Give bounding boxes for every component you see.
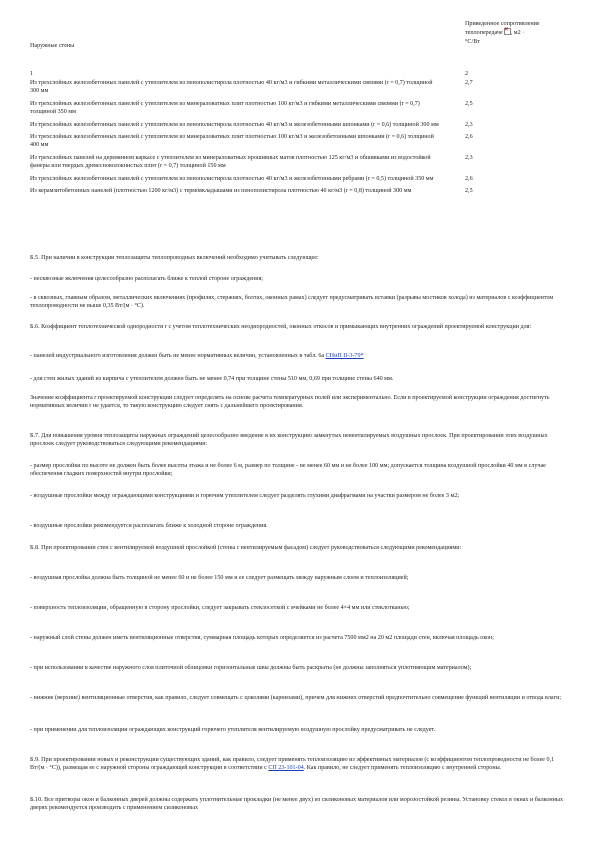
row-description: Из трехслойных железобетонных панелей с утеплителем из пенополистирола плотностью 40 кг/м3 и железобетонными шпонками (r = 0,6) толщиной 300 мм [30, 121, 439, 128]
table-row [30, 154, 578, 171]
table-row [30, 187, 578, 195]
paragraph-b8-item4: - при использовании в качестве наружного слоя плиточной облицовки горизонтальные швы должны быть раскрыты (не должны заполняться уплотняющим материалом); [30, 665, 472, 671]
paragraph-b9 [30, 756, 565, 773]
table-row [30, 100, 578, 117]
header-walls: Наружные стены [30, 43, 75, 49]
row-value: 2,3 [465, 121, 473, 128]
row-value: 2,5 [465, 100, 473, 107]
header-resistance-line3: °С/Вт [465, 38, 480, 45]
paragraph-b9-text-end: . Как правило, не следует применять теплоизоляцию с внутренней стороны. [303, 765, 502, 772]
row-description: Из трехслойных железобетонных панелей с утеплителем из пенополистирола плотностью 40 кг/м3 и железобетонными ребрами (r = 0,5) толщиной 350 мм [30, 175, 434, 182]
header-resistance-line2a: теплопередаче [465, 30, 503, 37]
row-value: 2,5 [465, 188, 473, 195]
paragraph-b8: Б.8. При проектировании стен с вентилируемой воздушной прослойкой (стены с вентилируемым фасадом) следует руководствоваться следующими рекомендациями: [30, 545, 462, 551]
row-description: Из трехслойных железобетонных панелей с утеплителем из пенополистирола плотностью 40 кг/м3 и гибкими металлическими связями (r = 0,7) толщиной 300 мм [30, 80, 433, 95]
broken-image-icon [504, 28, 511, 35]
table-row [30, 133, 578, 150]
paragraph-b7-item3: - воздушные прослойки рекомендуется располагать ближе к холодной стороне ограждения. [30, 523, 268, 529]
paragraph-b6: Б.6. Коэффициент теплотехнической однородности r с учетом теплотехнических неоднородностей, оконных откосов и примыкающих внутренних ограждений проектируемой конструкции для: [30, 324, 532, 330]
row-description: Из трехслойных железобетонных панелей с утеплителем из минераловатных плит плотностью 100 кг/м3 и железобетонными шпонками (r = 0,6) толщиной 400 мм [30, 134, 434, 149]
paragraph-b8-item6: - при применении для теплоизоляции ограждающих конструкций горючего утеплителя вентилируемую воздушную прослойку предусматривать не следует. [30, 727, 436, 733]
row-description: Из керамзитобетонных панелей (плотностью 1200 кг/м3) с термовкладышами из пенополистирола плотностью 40 кг/м3 (r = 0,8) толщиной 300 мм [30, 188, 412, 195]
paragraph-b10: Б.10. Все притворы окон и балконных дверей должны содержать уплотнительные прокладки (не менее двух) из силиконовых материалов или морозостойкой резины. Установку стекол в окнах и балконных дверях рекомендуется производить с применением силиконовых [30, 797, 564, 812]
paragraph-b7-item1: - размер прослойки по высоте не должен быть более высоты этажа и не более 6 м, размер по толщине - не менее 60 мм и не более 100 мм; допускается толщина воздушной прослойки 40 мм в случае обеспечения гладких поверхностей внутри прослойки; [30, 463, 546, 478]
snip-link[interactable]: СНиП II-3-79* [325, 353, 364, 359]
table-row [30, 79, 578, 96]
paragraph-b5: Б.5. При наличии в конструкции теплозащиты теплопроводных включений необходимо учитывать следующее: [30, 255, 319, 261]
row-description: Из трехслойных панелей на деревянном каркасе с утеплителем из минераловатных прошивных матов плотностью 125 кг/м3 и обшивками из водостойкой фанеры или твердых древесноволокнистых плит (r = 0,7) толщиной 150 мм [30, 154, 431, 170]
paragraph-b8-item5: - нижние (верхние) вентиляционные отверстия, как правило, следует совмещать с цоколями (карнизами), причем для нижних отверстий предпочтительно совмещение функций вентиляции и отвода влаги; [30, 695, 562, 701]
paragraph-b6-item1-text: - панелей индустриального изготовления должен быть не менее нормативных величин, установленных в табл. 6а [30, 353, 325, 359]
header-resistance-line2 [465, 28, 575, 37]
table-row [30, 175, 578, 183]
paragraph-b5-item2: - в сквозных, главным образом, металлических включениях (профилях, стержнях, болтах, оконных рамах) следует предусматривать вставки (разрывы мостиков холода) из материалов с коэффициентом теплопроводности не выше 0,35 Вт/(м · °С). [30, 295, 554, 310]
paragraph-b5-item1: - несквозные включения целесообразно располагать ближе к теплой стороне ограждения; [30, 276, 264, 282]
column-number-2: 2 [465, 71, 469, 77]
row-value: 2,3 [465, 154, 473, 161]
header-resistance [465, 20, 575, 46]
paragraph-b9-text: Б.9. При проектировании новых и реконструкции существующих зданий, как правило, следует применять теплоизоляцию из эффективных материалов (с коэффициентом теплопроводности не более 0,1 Вт/(м · °С)), размещая ее с наружной стороны ограждающей конструкции в соответствии с [30, 757, 555, 772]
paragraph-b6-item1 [30, 352, 565, 360]
column-number-1: 1 [30, 71, 34, 77]
row-value: 2,7 [465, 80, 473, 86]
row-description: Из трехслойных железобетонных панелей с утеплителем из минераловатных плит плотностью 100 кг/м3 и гибкими металлическими связями (r = 0,7) толщиной 350 мм [30, 100, 420, 116]
paragraph-b8-item2: - поверхность теплоизоляции, обращенную в сторону прослойки, следует закрывать стеклосеткой с ячейками не более 4×4 мм или стеклотканью; [30, 605, 410, 611]
paragraph-b8-item3: - наружный слой стены должен иметь вентиляционные отверстия, суммарная площадь которых определяется из расчета 7500 мм2 на 20 м2 площади стен, включая площадь окон; [30, 635, 494, 641]
paragraph-b7: Б.7. Для повышения уровня теплозащиты наружных ограждений целесообразно введение в их конструкцию замкнутых невентилируемых воздушных прослоек. При проектировании этих воздушных прослоек следует руководствоваться следующими рекомендациями: [30, 433, 548, 448]
table-header [30, 18, 578, 68]
row-value: 2,6 [465, 134, 473, 141]
column-number-row [30, 70, 578, 79]
row-value: 2,6 [465, 175, 473, 182]
paragraph-b6-item2: - для стен жилых зданий из кирпича с утеплителем должен быть не менее 0,74 при толщине стены 510 мм, 0,69 при толщине стены 640 мм. [30, 376, 394, 382]
sp-link[interactable]: СП 23-101-04 [268, 765, 304, 772]
table-row [30, 121, 578, 129]
header-resistance-line2b: , м2 · [510, 30, 525, 37]
header-resistance-line1: Приведенное сопротивление [465, 21, 540, 27]
paragraph-b6-note: Значение коэффициента r проектируемой конструкции следует определять на основе расчета температурных полей или экспериментально. Если в проектируемой конструкции ограждения достигнуть нормативных величин r не удается, то такую конструкцию следует снять с дальнейшего проектирования. [30, 395, 550, 410]
resistance-table [30, 18, 578, 199]
paragraph-b7-item2: - воздушные прослойки между ограждающими конструкциями и горючим утеплителем следует разделять глухими диафрагмами на участки размером не более 3 м2; [30, 493, 460, 499]
paragraph-b8-item1: - воздушная прослойка должна быть толщиной не менее 60 и не более 150 мм и ее следует размещать между наружным слоем и теплоизоляцией; [30, 575, 409, 581]
